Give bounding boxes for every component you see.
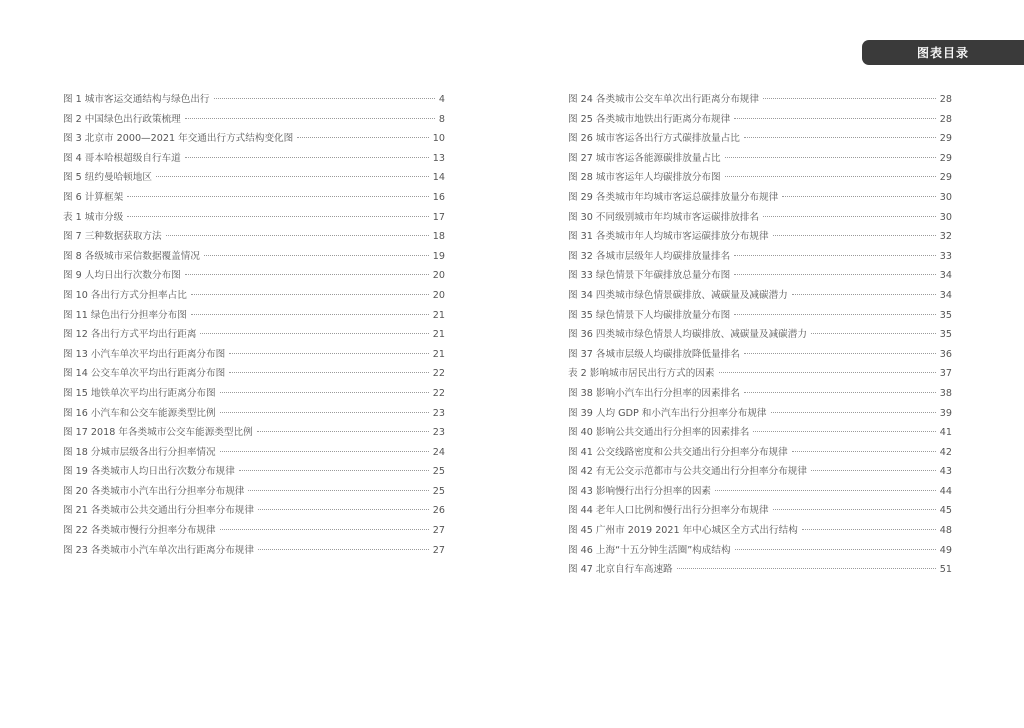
leader-dots [258,509,429,510]
toc-entry-page: 18 [432,231,445,243]
toc-entry-page: 48 [939,525,952,537]
toc-entry[interactable] [568,247,952,267]
toc-entry-title: 表 2 影响城市居民出行方式的因素 [568,368,715,380]
section-tab [862,40,1024,65]
toc-entry-title: 图 46 上海“十五分钟生活圈”构成结构 [568,544,731,556]
toc-entry-page: 19 [432,250,445,262]
toc-entry[interactable] [568,90,952,110]
toc-entry-title: 图 35 绿色情景下人均碳排放量分布图 [568,309,731,321]
toc-entry-title: 图 30 不同级别城市年均城市客运碳排放排名 [568,211,759,223]
toc-entry-page: 39 [939,407,952,419]
toc-entry-page: 16 [432,191,445,203]
toc-entry[interactable] [568,110,952,130]
leader-dots [220,412,429,413]
leader-dots [744,353,936,354]
toc-entry[interactable] [63,247,445,267]
leader-dots [220,529,429,530]
toc-entry-page: 25 [432,466,445,478]
toc-entry-page: 26 [432,505,445,517]
toc-entry[interactable] [568,482,952,502]
toc-entry-title: 图 45 广州市 2019 2021 年中心城区全方式出行结构 [568,525,798,537]
toc-entry-page: 14 [432,172,445,184]
toc-entry-title: 图 11 绿色出行分担率分布图 [63,309,187,321]
toc-entry-page: 35 [939,309,952,321]
toc-entry[interactable] [568,208,952,228]
leader-dots [677,568,936,569]
toc-entry-title: 图 8 各级城市采信数据覆盖情况 [63,250,200,262]
leader-dots [771,412,936,413]
toc-entry[interactable] [63,541,445,561]
toc-entry-page: 8 [438,113,445,125]
toc-entry-title: 图 36 四类城市绿色情景人均碳排放、减碳量及减碳潜力 [568,329,807,341]
toc-entry-title: 图 33 绿色情景下年碳排放总量分布图 [568,270,731,282]
toc-entry-page: 30 [939,191,952,203]
toc-entry-page: 34 [939,289,952,301]
leader-dots [734,118,936,119]
leader-dots [725,176,936,177]
toc-entry-title: 图 19 各类城市人均日出行次数分布规律 [63,466,235,478]
toc-entry-page: 29 [939,172,952,184]
leader-dots [214,98,435,99]
toc-left-column [63,90,445,560]
leader-dots [166,235,429,236]
toc-entry-title: 图 28 城市客运年人均碳排放分布图 [568,172,721,184]
toc-entry[interactable] [568,149,952,169]
toc-entry-page: 38 [939,387,952,399]
leader-dots [719,372,936,373]
toc-entry[interactable] [63,286,445,306]
leader-dots [191,314,429,315]
toc-entry-page: 43 [939,466,952,478]
leader-dots [735,549,936,550]
toc-entry-page: 21 [432,348,445,360]
toc-entry[interactable] [568,384,952,404]
toc-entry[interactable] [63,423,445,443]
leader-dots [229,372,429,373]
toc-entry-page: 36 [939,348,952,360]
toc-entry-title: 图 24 各类城市公交车单次出行距离分布规律 [568,94,759,105]
toc-entry-page: 17 [432,211,445,223]
toc-entry[interactable] [63,129,445,149]
toc-entry[interactable] [63,325,445,345]
toc-entry[interactable] [63,345,445,365]
leader-dots [127,196,429,197]
toc-entry[interactable] [63,168,445,188]
toc-entry[interactable] [568,541,952,561]
toc-entry-page: 27 [432,544,445,556]
toc-entry[interactable] [568,188,952,208]
toc-entry-title: 图 29 各类城市年均城市客运总碳排放量分布规律 [568,191,779,203]
toc-entry[interactable] [63,443,445,463]
toc-entry-title: 图 22 各类城市慢行分担率分布规律 [63,525,216,537]
toc-entry-title: 图 47 北京自行车高速路 [568,564,673,576]
toc-entry-title: 图 42 有无公交示范都市与公共交通出行分担率分布规律 [568,466,807,478]
toc-entry-title: 图 23 各类城市小汽车单次出行距离分布规律 [63,544,254,556]
toc-entry-page: 25 [432,485,445,497]
toc-entry[interactable] [568,345,952,365]
leader-dots [811,333,936,334]
leader-dots [185,118,435,119]
leader-dots [239,470,429,471]
toc-entry-title: 图 37 各城市层级人均碳排放降低量排名 [568,348,740,360]
toc-entry[interactable] [568,443,952,463]
leader-dots [229,353,429,354]
toc-entry[interactable] [63,482,445,502]
toc-entry[interactable] [568,501,952,521]
leader-dots [204,255,429,256]
toc-entry-page: 20 [432,270,445,282]
toc-entry-page: 37 [939,368,952,380]
toc-entry-page: 27 [432,525,445,537]
leader-dots [220,392,429,393]
toc-entry-page: 23 [432,407,445,419]
leader-dots [725,157,936,158]
toc-entry-page: 42 [939,446,952,458]
toc-entry-page: 32 [939,231,952,243]
toc-entry-title: 图 16 小汽车和公交车能源类型比例 [63,407,216,419]
leader-dots [734,274,936,275]
toc-entry[interactable] [63,462,445,482]
toc-entry-title: 图 40 影响公共交通出行分担率的因素排名 [568,427,750,439]
toc-entry-title: 图 3 北京市 2000—2021 年交通出行方式结构变化图 [63,133,294,145]
toc-entry-title: 图 18 分城市层级各出行分担率情况 [63,446,216,458]
toc-entry-title: 图 12 各出行方式平均出行距离 [63,329,197,341]
toc-entry-page: 10 [432,133,445,145]
toc-entry-page: 34 [939,270,952,282]
toc-entry[interactable] [568,266,952,286]
toc-entry-page: 28 [939,113,952,125]
leader-dots [734,255,936,256]
toc-entry-page: 22 [432,387,445,399]
leader-dots [258,549,429,550]
toc-entry-page: 13 [432,152,445,164]
toc-entry[interactable] [63,521,445,541]
toc-entry-page: 45 [939,505,952,517]
toc-entry[interactable] [63,208,445,228]
toc-entry-title: 图 21 各类城市公共交通出行分担率分布规律 [63,505,254,517]
toc-entry[interactable] [63,149,445,169]
toc-entry-title: 图 13 小汽车单次平均出行距离分布图 [63,348,226,360]
toc-entry[interactable] [568,364,952,384]
leader-dots [792,451,936,452]
toc-entry[interactable] [568,325,952,345]
toc-entry-title: 图 38 影响小汽车出行分担率的因素排名 [568,387,740,399]
section-tab-label: 图表目录 [916,46,969,60]
toc-entry[interactable] [568,129,952,149]
leader-dots [753,431,935,432]
toc-entry[interactable] [63,501,445,521]
toc-entry-page: 22 [432,368,445,380]
toc-entry-title: 图 15 地铁单次平均出行距离分布图 [63,387,216,399]
toc-entry-title: 图 31 各类城市年人均城市客运碳排放分布规律 [568,231,769,243]
toc-entry[interactable] [63,90,445,110]
toc-entry-title: 图 39 人均 GDP 和小汽车出行分担率分布规律 [568,407,767,419]
leader-dots [257,431,429,432]
leader-dots [185,274,429,275]
toc-entry-title: 图 7 三种数据获取方法 [63,231,162,243]
leader-dots [782,196,936,197]
leader-dots [744,137,936,138]
toc-entry-title: 图 4 哥本哈根超级自行车道 [63,152,181,164]
toc-entry[interactable] [568,560,952,580]
toc-entry-title: 图 1 城市客运交通结构与绿色出行 [63,94,210,105]
toc-entry-page: 21 [432,309,445,321]
toc-entry-title: 图 41 公交线路密度和公共交通出行分担率分布规律 [568,446,788,458]
leader-dots [185,157,429,158]
toc-entry-page: 49 [939,544,952,556]
toc-entry-page: 41 [939,427,952,439]
toc-entry-page: 51 [939,564,952,576]
toc-entry-page: 30 [939,211,952,223]
toc-entry-page: 28 [939,94,952,105]
leader-dots [763,216,936,217]
toc-entry-page: 35 [939,329,952,341]
toc-entry-title: 图 34 四类城市绿色情景碳排放、减碳量及减碳潜力 [568,289,788,301]
leader-dots [715,490,936,491]
toc-entry[interactable] [63,384,445,404]
toc-entry[interactable] [568,521,952,541]
toc-entry-page: 21 [432,329,445,341]
leader-dots [297,137,429,138]
toc-entry[interactable] [568,306,952,326]
toc-entry-page: 33 [939,250,952,262]
toc-entry-title: 图 43 影响慢行出行分担率的因素 [568,485,712,497]
toc-entry-page: 29 [939,152,952,164]
toc-entry[interactable] [63,364,445,384]
leader-dots [127,216,429,217]
toc-entry[interactable] [568,423,952,443]
toc-entry-page: 4 [438,94,445,105]
toc-entry-title: 表 1 城市分级 [63,211,124,223]
toc-entry[interactable] [568,404,952,424]
toc-entry[interactable] [63,227,445,247]
toc-entry-title: 图 44 老年人口比例和慢行出行分担率分布规律 [568,505,769,517]
toc-entry-page: 24 [432,446,445,458]
toc-entry-title: 图 9 人均日出行次数分布图 [63,270,181,282]
leader-dots [744,392,936,393]
toc-entry[interactable] [63,404,445,424]
leader-dots [802,529,936,530]
toc-entry[interactable] [63,110,445,130]
leader-dots [200,333,428,334]
leader-dots [734,314,936,315]
toc-entry[interactable] [568,462,952,482]
leader-dots [773,509,936,510]
toc-entry-title: 图 27 城市客运各能源碳排放量占比 [568,152,721,164]
toc-entry[interactable] [63,266,445,286]
leader-dots [773,235,936,236]
toc-entry[interactable] [568,168,952,188]
leader-dots [220,451,429,452]
toc-entry-title: 图 10 各出行方式分担率占比 [63,289,187,301]
toc-entry[interactable] [63,306,445,326]
leader-dots [248,490,428,491]
toc-entry-page: 44 [939,485,952,497]
toc-entry[interactable] [568,227,952,247]
toc-entry-title: 图 6 计算框架 [63,191,124,203]
leader-dots [156,176,429,177]
toc-entry-title: 图 32 各城市层级年人均碳排放量排名 [568,250,731,262]
toc-entry-title: 图 17 2018 年各类城市公交车能源类型比例 [63,427,253,439]
leader-dots [792,294,936,295]
toc-entry-title: 图 26 城市客运各出行方式碳排放量占比 [568,133,740,145]
toc-entry-title: 图 14 公交车单次平均出行距离分布图 [63,368,226,380]
leader-dots [191,294,429,295]
toc-entry[interactable] [568,286,952,306]
toc-entry[interactable] [63,188,445,208]
toc-entry-page: 29 [939,133,952,145]
toc-entry-title: 图 5 纽约曼哈顿地区 [63,172,152,184]
toc-right-column [568,90,952,580]
toc-entry-title: 图 25 各类城市地铁出行距离分布规律 [568,113,731,125]
leader-dots [811,470,936,471]
toc-entry-title: 图 2 中国绿色出行政策梳理 [63,113,181,125]
toc-entry-page: 20 [432,289,445,301]
toc-entry-title: 图 20 各类城市小汽车出行分担率分布规律 [63,485,245,497]
toc-entry-page: 23 [432,427,445,439]
leader-dots [763,98,936,99]
